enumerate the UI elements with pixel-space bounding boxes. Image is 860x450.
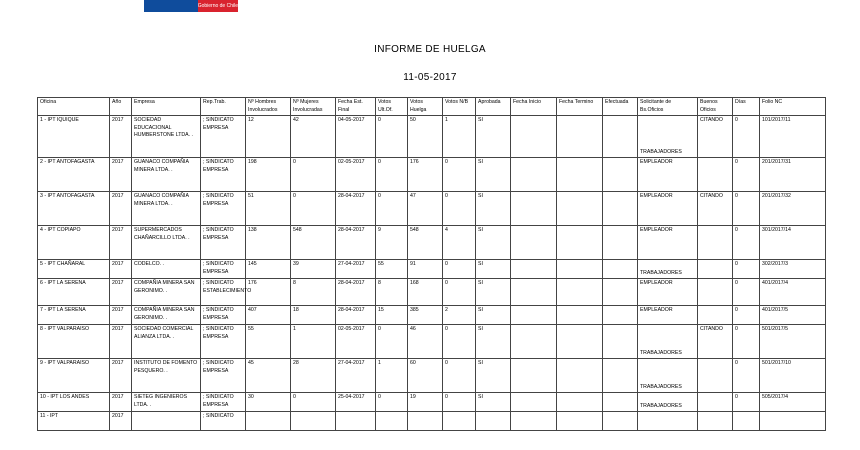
- cell-empresa: SUPERMERCADOS CHAÑARCILLO LTDA. .: [132, 226, 201, 260]
- cell-buenos-oficios: CITANDO: [698, 116, 733, 158]
- column-header: Año: [110, 98, 132, 116]
- cell-fecha-final: 28-04-2017: [336, 279, 376, 306]
- cell-hombres: 55: [246, 325, 291, 359]
- cell-fecha-inicio: [511, 412, 557, 431]
- cell-mujeres: [291, 412, 336, 431]
- column-header: Solicitante de Bs.Oficios: [638, 98, 698, 116]
- cell-aprobada: SI: [476, 359, 511, 393]
- cell-rep-trab: ; SINDICATO EMPRESA: [201, 226, 246, 260]
- cell-fecha-inicio: [511, 325, 557, 359]
- table-row: [38, 158, 826, 192]
- cell-folio-nc: 201/2017/31: [760, 158, 826, 192]
- cell-empresa: INSTITUTO DE FOMENTO PESQUERO. .: [132, 359, 201, 393]
- cell-hombres: 176: [246, 279, 291, 306]
- cell-fecha-inicio: [511, 393, 557, 412]
- cell-fecha-inicio: [511, 306, 557, 325]
- cell-year: 2017: [110, 325, 132, 359]
- cell-fecha-final: 27-04-2017: [336, 260, 376, 279]
- cell-dias: 0: [733, 325, 760, 359]
- cell-oficina: 1 - IPT IQUIQUE: [38, 116, 110, 158]
- cell-solicitante: TRABAJADORES: [638, 393, 698, 412]
- cell-buenos-oficios: [698, 158, 733, 192]
- cell-solicitante: EMPLEADOR: [638, 192, 698, 226]
- cell-buenos-oficios: CITANDO: [698, 325, 733, 359]
- cell-empresa: SOCIEDAD COMERCIAL ALIANZA LTDA. .: [132, 325, 201, 359]
- cell-fecha-final: [336, 412, 376, 431]
- column-header: Votos N/B: [443, 98, 476, 116]
- logo-text: Gobierno de Chile: [197, 3, 238, 9]
- cell-hombres: 45: [246, 359, 291, 393]
- cell-mujeres: 18: [291, 306, 336, 325]
- column-header: Aprobada: [476, 98, 511, 116]
- cell-year: 2017: [110, 412, 132, 431]
- cell-fecha-final: 28-04-2017: [336, 306, 376, 325]
- cell-efectuada: [603, 116, 638, 158]
- cell-votos-ult-of: 1: [376, 359, 408, 393]
- cell-votos-nb: 0: [443, 325, 476, 359]
- cell-empresa: SOCIEDAD EDUCACIONAL HUMBERSTONE LTDA. .: [132, 116, 201, 158]
- cell-empresa: CODELCO. .: [132, 260, 201, 279]
- cell-oficina: 7 - IPT LA SERENA: [38, 306, 110, 325]
- cell-year: 2017: [110, 279, 132, 306]
- logo-blue-block: [144, 0, 198, 12]
- table-row: [38, 306, 826, 325]
- table-row: [38, 412, 826, 431]
- table-row: [38, 260, 826, 279]
- cell-folio-nc: 501/2017/5: [760, 325, 826, 359]
- column-header: Rep.Trab.: [201, 98, 246, 116]
- cell-empresa: [132, 412, 201, 431]
- table-header-row: [38, 98, 826, 116]
- cell-fecha-termino: [557, 158, 603, 192]
- cell-empresa: COMPAÑIA MINERA SAN GERONIMO. .: [132, 306, 201, 325]
- table-row: [38, 359, 826, 393]
- cell-hombres: 30: [246, 393, 291, 412]
- cell-fecha-termino: [557, 412, 603, 431]
- cell-rep-trab: ; SINDICATO ESTABLECIMIENTO: [201, 279, 246, 306]
- cell-aprobada: SI: [476, 158, 511, 192]
- table-row: [38, 116, 826, 158]
- cell-votos-ult-of: 0: [376, 192, 408, 226]
- column-header: Buenos Oficios: [698, 98, 733, 116]
- cell-hombres: 198: [246, 158, 291, 192]
- cell-votos-huelga: 548: [408, 226, 443, 260]
- cell-efectuada: [603, 260, 638, 279]
- cell-rep-trab: ; SINDICATO EMPRESA: [201, 158, 246, 192]
- cell-efectuada: [603, 158, 638, 192]
- cell-fecha-termino: [557, 260, 603, 279]
- cell-rep-trab: ; SINDICATO EMPRESA: [201, 325, 246, 359]
- cell-folio-nc: [760, 412, 826, 431]
- cell-votos-ult-of: 0: [376, 116, 408, 158]
- cell-year: 2017: [110, 359, 132, 393]
- column-header: Oficina: [38, 98, 110, 116]
- table-row: [38, 393, 826, 412]
- cell-rep-trab: ; SINDICATO EMPRESA: [201, 260, 246, 279]
- cell-dias: 0: [733, 226, 760, 260]
- cell-votos-huelga: 91: [408, 260, 443, 279]
- strike-report-table: [37, 97, 826, 431]
- cell-votos-ult-of: 8: [376, 279, 408, 306]
- cell-year: 2017: [110, 192, 132, 226]
- cell-oficina: 8 - IPT VALPARAISO: [38, 325, 110, 359]
- cell-buenos-oficios: [698, 412, 733, 431]
- cell-votos-ult-of: [376, 412, 408, 431]
- cell-fecha-final: 28-04-2017: [336, 192, 376, 226]
- cell-fecha-inicio: [511, 158, 557, 192]
- cell-aprobada: SI: [476, 192, 511, 226]
- cell-solicitante: EMPLEADOR: [638, 279, 698, 306]
- cell-solicitante: TRABAJADORES: [638, 260, 698, 279]
- cell-votos-nb: 0: [443, 158, 476, 192]
- cell-fecha-final: 27-04-2017: [336, 359, 376, 393]
- cell-oficina: 4 - IPT COPIAPO: [38, 226, 110, 260]
- cell-buenos-oficios: [698, 359, 733, 393]
- cell-fecha-termino: [557, 359, 603, 393]
- cell-votos-ult-of: 0: [376, 158, 408, 192]
- cell-buenos-oficios: [698, 226, 733, 260]
- cell-fecha-termino: [557, 192, 603, 226]
- cell-rep-trab: ; SINDICATO EMPRESA: [201, 393, 246, 412]
- cell-buenos-oficios: [698, 306, 733, 325]
- column-header: Fecha Inicio: [511, 98, 557, 116]
- cell-hombres: 407: [246, 306, 291, 325]
- cell-votos-nb: 0: [443, 279, 476, 306]
- cell-year: 2017: [110, 226, 132, 260]
- column-header: Fecha Est. Final: [336, 98, 376, 116]
- cell-folio-nc: 501/2017/10: [760, 359, 826, 393]
- cell-fecha-termino: [557, 226, 603, 260]
- cell-oficina: 5 - IPT CHAÑARAL: [38, 260, 110, 279]
- cell-fecha-termino: [557, 393, 603, 412]
- column-header: Días: [733, 98, 760, 116]
- cell-dias: 0: [733, 306, 760, 325]
- cell-efectuada: [603, 325, 638, 359]
- cell-oficina: 10 - IPT LOS ANDES: [38, 393, 110, 412]
- cell-aprobada: [476, 412, 511, 431]
- cell-aprobada: SI: [476, 260, 511, 279]
- column-header: Empresa: [132, 98, 201, 116]
- cell-dias: 0: [733, 116, 760, 158]
- cell-year: 2017: [110, 393, 132, 412]
- cell-fecha-inicio: [511, 116, 557, 158]
- cell-dias: 0: [733, 260, 760, 279]
- cell-votos-huelga: 385: [408, 306, 443, 325]
- column-header: Folio NC: [760, 98, 826, 116]
- cell-votos-ult-of: 0: [376, 393, 408, 412]
- cell-hombres: [246, 412, 291, 431]
- cell-dias: 0: [733, 158, 760, 192]
- cell-aprobada: SI: [476, 279, 511, 306]
- cell-oficina: 3 - IPT ANTOFAGASTA: [38, 192, 110, 226]
- cell-oficina: 9 - IPT VALPARAISO: [38, 359, 110, 393]
- cell-votos-nb: 1: [443, 116, 476, 158]
- cell-year: 2017: [110, 260, 132, 279]
- cell-fecha-termino: [557, 325, 603, 359]
- cell-votos-nb: 0: [443, 393, 476, 412]
- cell-mujeres: 0: [291, 393, 336, 412]
- cell-efectuada: [603, 192, 638, 226]
- cell-votos-nb: 0: [443, 192, 476, 226]
- cell-votos-huelga: 176: [408, 158, 443, 192]
- cell-votos-huelga: 168: [408, 279, 443, 306]
- cell-votos-huelga: 19: [408, 393, 443, 412]
- cell-fecha-inicio: [511, 279, 557, 306]
- cell-fecha-final: 04-05-2017: [336, 116, 376, 158]
- cell-folio-nc: 401/2017/4: [760, 279, 826, 306]
- cell-buenos-oficios: [698, 279, 733, 306]
- cell-aprobada: SI: [476, 306, 511, 325]
- cell-buenos-oficios: CITANDO: [698, 192, 733, 226]
- cell-empresa: GUANACO COMPAÑIA MINERA LTDA. .: [132, 158, 201, 192]
- cell-efectuada: [603, 359, 638, 393]
- cell-votos-nb: 4: [443, 226, 476, 260]
- table-row: [38, 279, 826, 306]
- cell-votos-nb: 0: [443, 260, 476, 279]
- column-header: Votos Ult.Of.: [376, 98, 408, 116]
- cell-fecha-final: 02-05-2017: [336, 325, 376, 359]
- cell-votos-huelga: 50: [408, 116, 443, 158]
- cell-votos-nb: 0: [443, 359, 476, 393]
- cell-votos-ult-of: 55: [376, 260, 408, 279]
- cell-fecha-final: 28-04-2017: [336, 226, 376, 260]
- cell-mujeres: 8: [291, 279, 336, 306]
- cell-votos-huelga: 46: [408, 325, 443, 359]
- cell-dias: 0: [733, 393, 760, 412]
- cell-hombres: 51: [246, 192, 291, 226]
- cell-oficina: 2 - IPT ANTOFAGASTA: [38, 158, 110, 192]
- cell-aprobada: SI: [476, 226, 511, 260]
- cell-oficina: 6 - IPT LA SERENA: [38, 279, 110, 306]
- cell-solicitante: EMPLEADOR: [638, 158, 698, 192]
- cell-fecha-termino: [557, 306, 603, 325]
- table-row: [38, 192, 826, 226]
- cell-efectuada: [603, 306, 638, 325]
- cell-mujeres: 39: [291, 260, 336, 279]
- cell-efectuada: [603, 226, 638, 260]
- cell-dias: [733, 412, 760, 431]
- cell-mujeres: 0: [291, 158, 336, 192]
- cell-solicitante: TRABAJADORES: [638, 325, 698, 359]
- cell-fecha-termino: [557, 279, 603, 306]
- cell-empresa: GUANACO COMPAÑIA MINERA LTDA. .: [132, 192, 201, 226]
- cell-votos-huelga: 60: [408, 359, 443, 393]
- cell-year: 2017: [110, 306, 132, 325]
- column-header: Fecha Termino: [557, 98, 603, 116]
- cell-fecha-inicio: [511, 359, 557, 393]
- cell-solicitante: TRABAJADORES: [638, 359, 698, 393]
- cell-buenos-oficios: [698, 393, 733, 412]
- cell-votos-ult-of: 0: [376, 325, 408, 359]
- cell-mujeres: 28: [291, 359, 336, 393]
- cell-votos-nb: [443, 412, 476, 431]
- cell-fecha-final: 25-04-2017: [336, 393, 376, 412]
- cell-solicitante: TRABAJADORES: [638, 116, 698, 158]
- cell-rep-trab: ; SINDICATO EMPRESA: [201, 192, 246, 226]
- cell-mujeres: 1: [291, 325, 336, 359]
- cell-folio-nc: 302/2017/3: [760, 260, 826, 279]
- cell-votos-ult-of: 9: [376, 226, 408, 260]
- cell-empresa: SIETEG INGENIEROS LTDA. .: [132, 393, 201, 412]
- cell-votos-huelga: [408, 412, 443, 431]
- cell-solicitante: EMPLEADOR: [638, 306, 698, 325]
- cell-folio-nc: 401/2017/5: [760, 306, 826, 325]
- table-row: [38, 325, 826, 359]
- cell-efectuada: [603, 412, 638, 431]
- cell-year: 2017: [110, 116, 132, 158]
- cell-aprobada: SI: [476, 393, 511, 412]
- cell-votos-huelga: 47: [408, 192, 443, 226]
- cell-fecha-inicio: [511, 192, 557, 226]
- cell-efectuada: [603, 279, 638, 306]
- cell-solicitante: [638, 412, 698, 431]
- cell-solicitante: EMPLEADOR: [638, 226, 698, 260]
- cell-rep-trab: ; SINDICATO EMPRESA: [201, 306, 246, 325]
- cell-rep-trab: ; SINDICATO: [201, 412, 246, 431]
- cell-fecha-inicio: [511, 226, 557, 260]
- cell-dias: 0: [733, 279, 760, 306]
- government-logo: [144, 0, 238, 12]
- table-row: [38, 226, 826, 260]
- cell-aprobada: SI: [476, 325, 511, 359]
- cell-votos-ult-of: 15: [376, 306, 408, 325]
- column-header: Nº Mujeres Involucradas: [291, 98, 336, 116]
- cell-buenos-oficios: [698, 260, 733, 279]
- cell-fecha-final: 02-05-2017: [336, 158, 376, 192]
- column-header: Votos Huelga: [408, 98, 443, 116]
- report-title: INFORME DE HUELGA: [374, 44, 486, 55]
- cell-rep-trab: ; SINDICATO EMPRESA: [201, 116, 246, 158]
- cell-folio-nc: 101/2017/11: [760, 116, 826, 158]
- cell-hombres: 145: [246, 260, 291, 279]
- column-header: Nº Hombres Involucrados: [246, 98, 291, 116]
- cell-folio-nc: 301/2017/14: [760, 226, 826, 260]
- cell-mujeres: 548: [291, 226, 336, 260]
- cell-folio-nc: 505/2017/4: [760, 393, 826, 412]
- cell-mujeres: 42: [291, 116, 336, 158]
- cell-year: 2017: [110, 158, 132, 192]
- cell-hombres: 138: [246, 226, 291, 260]
- cell-efectuada: [603, 393, 638, 412]
- cell-fecha-inicio: [511, 260, 557, 279]
- cell-dias: 0: [733, 192, 760, 226]
- cell-fecha-termino: [557, 116, 603, 158]
- logo-red-block: [198, 0, 238, 12]
- cell-rep-trab: ; SINDICATO EMPRESA: [201, 359, 246, 393]
- cell-folio-nc: 201/2017/32: [760, 192, 826, 226]
- cell-oficina: 11 - IPT: [38, 412, 110, 431]
- report-date: 11-05-2017: [403, 72, 457, 83]
- cell-dias: 0: [733, 359, 760, 393]
- cell-votos-nb: 2: [443, 306, 476, 325]
- cell-empresa: COMPAÑIA MINERA SAN GERONIMO. .: [132, 279, 201, 306]
- column-header: Efectuada: [603, 98, 638, 116]
- cell-mujeres: 0: [291, 192, 336, 226]
- cell-hombres: 12: [246, 116, 291, 158]
- cell-aprobada: SI: [476, 116, 511, 158]
